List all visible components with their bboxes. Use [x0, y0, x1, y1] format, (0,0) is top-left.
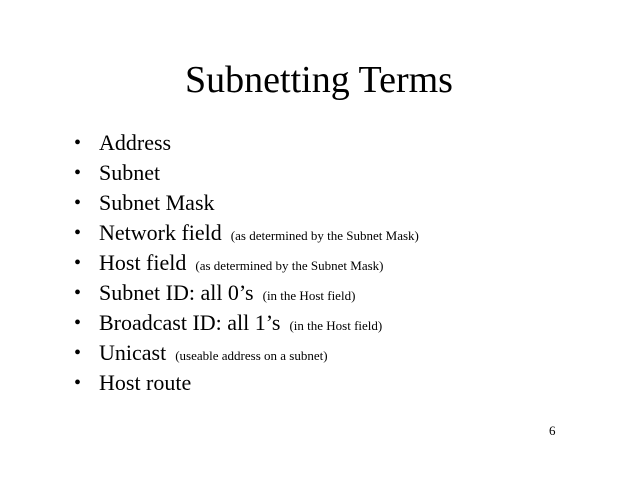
bullet-item-unicast	[74, 338, 419, 368]
bullet-item-host-field	[74, 248, 419, 278]
bullet-note: (in the Host field)	[262, 288, 356, 303]
bullet-icon: •	[74, 252, 82, 274]
bullet-note: (as determined by the Subnet Mask)	[195, 258, 384, 273]
bullet-text: Address	[99, 130, 172, 155]
bullet-text: Host field	[99, 250, 187, 275]
bullet-text: Network field	[99, 220, 222, 245]
bullet-icon: •	[74, 282, 82, 304]
bullet-item-network-field	[74, 218, 419, 248]
bullet-item-subnet-id	[74, 278, 419, 308]
bullet-note: (useable address on a subnet)	[175, 348, 328, 363]
bullet-list	[74, 128, 419, 398]
bullet-text: Broadcast ID: all 1’s	[99, 310, 281, 335]
bullet-icon: •	[74, 342, 82, 364]
bullet-icon: •	[74, 312, 82, 334]
bullet-text: Subnet ID: all 0’s	[99, 280, 254, 305]
slide-title: Subnetting Terms	[185, 59, 453, 101]
bullet-item-broadcast-id	[74, 308, 419, 338]
bullet-note: (as determined by the Subnet Mask)	[230, 228, 419, 243]
bullet-icon: •	[74, 132, 82, 154]
bullet-icon: •	[74, 222, 82, 244]
bullet-text: Subnet	[99, 160, 161, 185]
bullet-note: (in the Host field)	[289, 318, 383, 333]
page-number: 6	[549, 423, 556, 438]
bullet-icon: •	[74, 162, 82, 184]
bullet-item-subnet	[74, 158, 419, 188]
bullet-item-subnet-mask	[74, 188, 419, 218]
bullet-icon: •	[74, 372, 82, 394]
bullet-text: Subnet Mask	[99, 190, 215, 215]
bullet-item-host-route	[74, 368, 419, 398]
bullet-item-address	[74, 128, 419, 158]
bullet-text: Host route	[99, 370, 192, 395]
bullet-text: Unicast	[99, 340, 167, 365]
bullet-icon: •	[74, 192, 82, 214]
